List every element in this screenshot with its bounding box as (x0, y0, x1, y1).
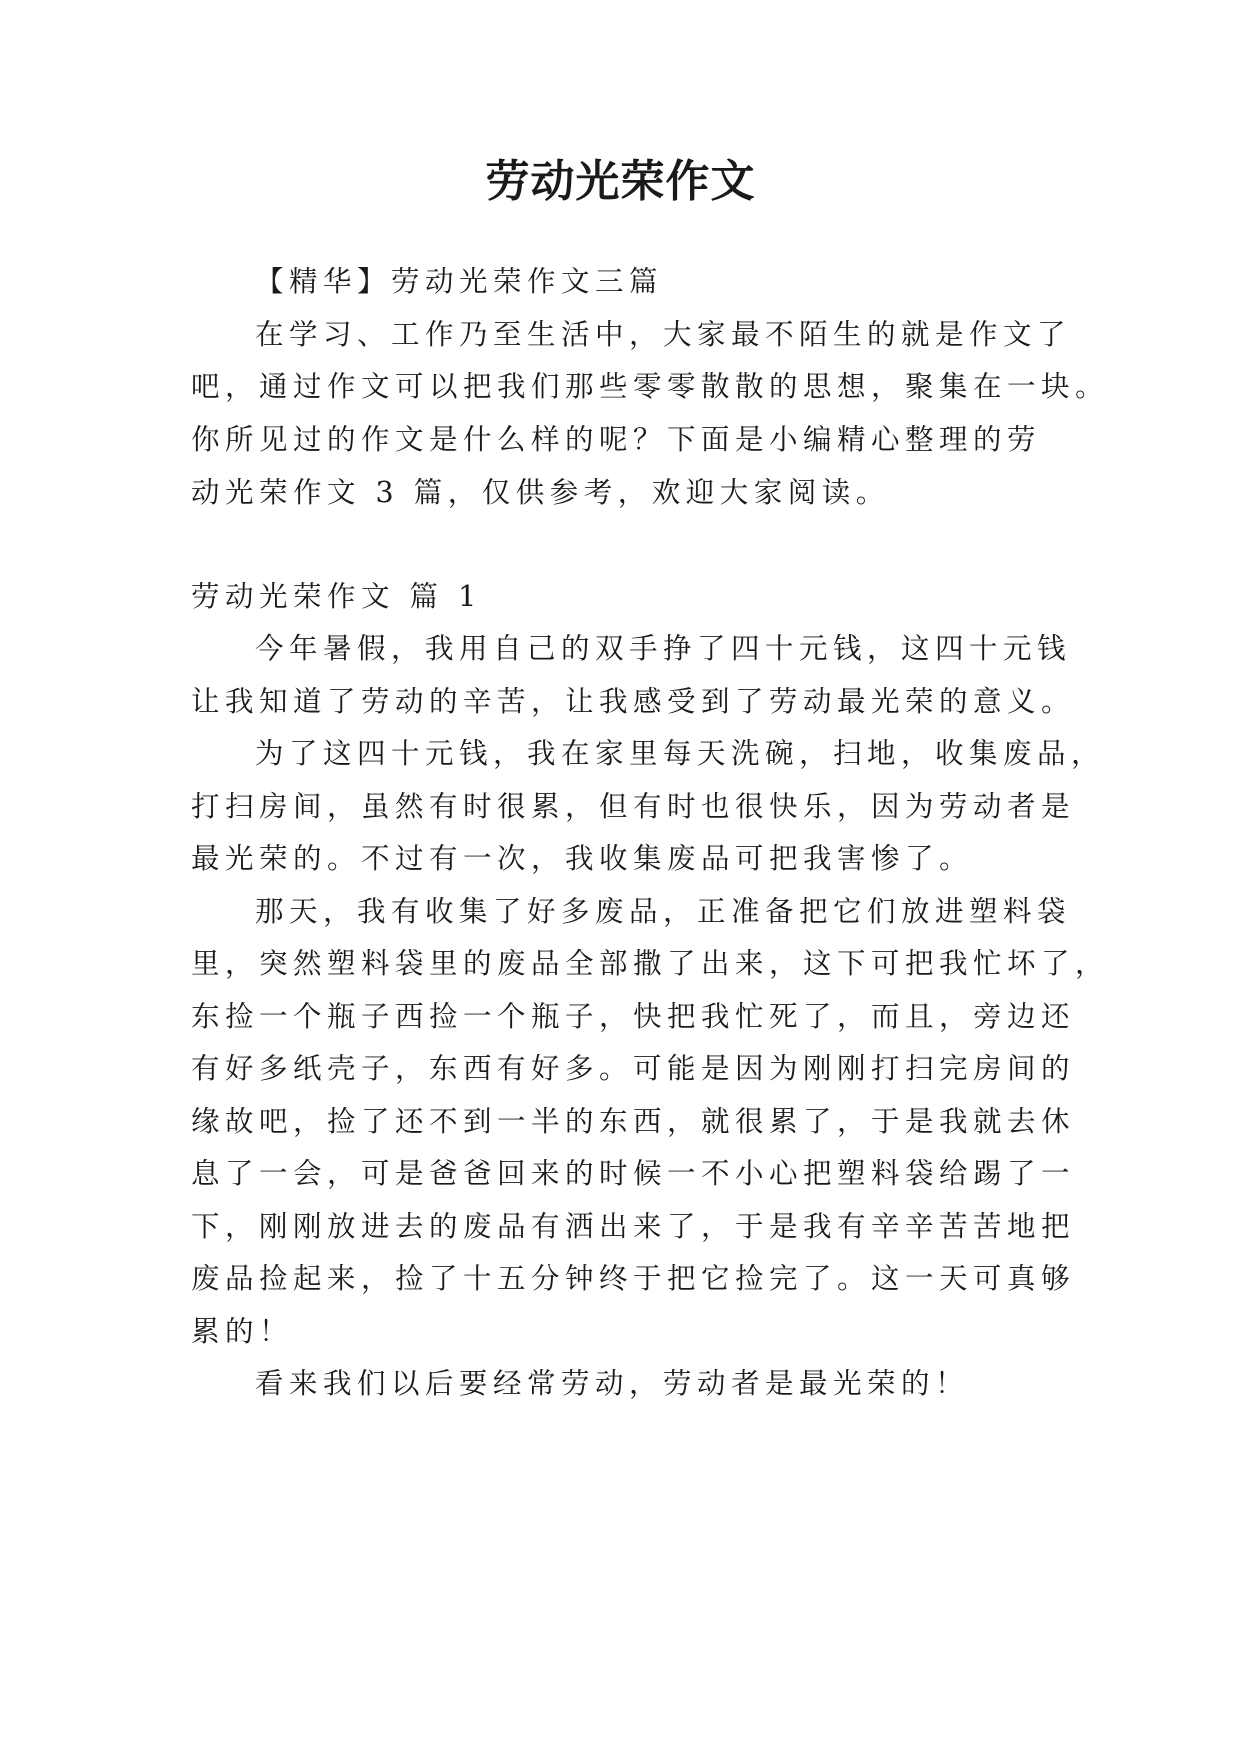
paragraph-line: 息了一会，可是爸爸回来的时候一不小心把塑料袋给踢了一 (191, 1157, 1076, 1190)
intro-line: 动光荣作文 3 篇，仅供参考，欢迎大家阅读。 (191, 476, 890, 509)
paragraph-line: 里，突然塑料袋里的废品全部撒了出来，这下可把我忙坏了， (191, 947, 1110, 980)
intro-line: 你所见过的作文是什么样的呢？下面是小编精心整理的劳 (191, 423, 1042, 456)
paragraph-line: 缘故吧，捡了还不到一半的东西，就很累了，于是我就去休 (191, 1105, 1076, 1138)
intro-line: 吧，通过作文可以把我们那些零零散散的思想，聚集在一块。 (191, 370, 1110, 403)
paragraph-line: 有好多纸壳子，东西有好多。可能是因为刚刚打扫完房间的 (191, 1052, 1076, 1085)
subtitle: 【精华】劳动光荣作文三篇 (255, 265, 664, 298)
paragraph-line: 今年暑假，我用自己的双手挣了四十元钱，这四十元钱 (255, 632, 1072, 665)
paragraph-line: 看来我们以后要经常劳动，劳动者是最光荣的！ (255, 1367, 970, 1400)
document-title: 劳动光荣作文 (485, 156, 756, 207)
paragraph-line: 那天，我有收集了好多废品，正准备把它们放进塑料袋 (255, 895, 1072, 928)
paragraph-line: 为了这四十元钱，我在家里每天洗碗，扫地，收集废品， (255, 737, 1106, 770)
paragraph-line: 废品捡起来，捡了十五分钟终于把它捡完了。这一天可真够 (191, 1262, 1076, 1295)
intro-line: 在学习、工作乃至生活中，大家最不陌生的就是作文了 (255, 318, 1072, 351)
paragraph-line: 让我知道了劳动的辛苦，让我感受到了劳动最光荣的意义。 (191, 685, 1076, 718)
paragraph-line: 最光荣的。不过有一次，我收集废品可把我害惨了。 (191, 842, 974, 875)
section-heading: 劳动光荣作文 篇 1 (191, 580, 482, 613)
paragraph-line: 下，刚刚放进去的废品有洒出来了，于是我有辛辛苦苦地把 (191, 1210, 1076, 1243)
paragraph-line: 东捡一个瓶子西捡一个瓶子，快把我忙死了，而且，旁边还 (191, 1000, 1076, 1033)
paragraph-line: 打扫房间，虽然有时很累，但有时也很快乐，因为劳动者是 (191, 790, 1076, 823)
paragraph-line: 累的！ (191, 1315, 294, 1348)
